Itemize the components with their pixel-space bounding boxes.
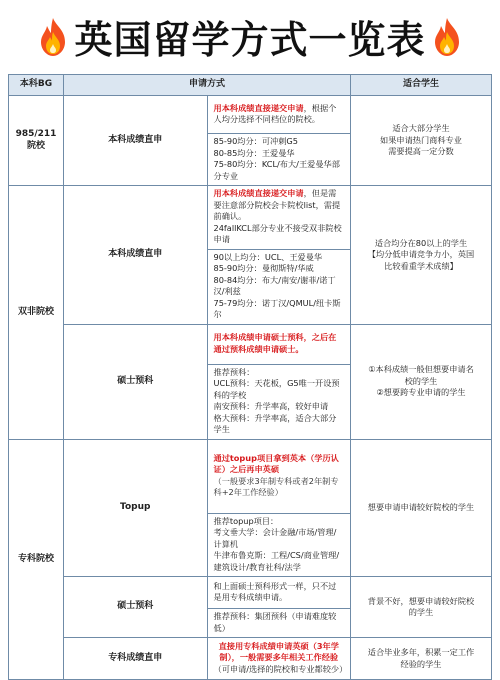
method-note: 24fallKCL部分专业不接受双非院校申请 xyxy=(213,222,342,244)
list-item: UCL预科：天花板，G5唯一开设预科的学校 xyxy=(213,378,340,400)
suitable-line: 适合大部分学生 xyxy=(392,123,450,134)
page-title: 英国留学方式一览表 xyxy=(74,18,426,62)
method-desc xyxy=(207,439,351,513)
suitable-line: 比较看重学术成绩】 xyxy=(384,260,458,271)
list-item: 牛津布鲁克斯：工程/CS/商业管理/建筑设计/教育社科/法学 xyxy=(213,550,340,572)
list-item: 推荐预科： xyxy=(213,366,255,377)
type-label: Topup xyxy=(64,439,208,577)
comparison-table xyxy=(8,74,492,680)
table-row xyxy=(9,439,492,513)
suitable-desc xyxy=(351,577,492,638)
type-label: 硕士预科 xyxy=(64,324,208,439)
suitable-line: ②想要跨专业申请的学生 xyxy=(376,387,466,398)
table-row xyxy=(9,96,492,134)
fire-icon xyxy=(38,17,68,57)
list-item: 格大预科：升学率高，适合大部分学生 xyxy=(213,412,337,434)
header-bg: 本科BG xyxy=(9,75,64,96)
table-row xyxy=(9,577,492,609)
type-label: 硕士预科 xyxy=(64,577,208,638)
list-item: 80-85均分：王爱曼华 xyxy=(213,147,295,158)
suitable-desc xyxy=(351,324,492,439)
list-item: 85-90均分：可冲刺G5 xyxy=(213,136,298,146)
header-suitable: 适合学生 xyxy=(351,75,492,96)
header-method: 申请方式 xyxy=(64,75,351,96)
type-label: 专科成绩直申 xyxy=(64,638,208,680)
suitable-line: 背景不好，想要申请较好院校 xyxy=(367,595,475,606)
method-list xyxy=(207,134,351,186)
method-text: ，根据个人均分选择不同档位的院校。 xyxy=(213,102,337,124)
method-desc xyxy=(207,638,351,680)
list-item: 75-80均分：KCL/布大/王爱曼华部分专业 xyxy=(213,159,340,181)
bg-college: 专科院校 xyxy=(9,439,64,680)
suitable-line: ①本科成绩一般但想要申请名 xyxy=(368,364,474,375)
method-list: 推荐预科：集团预科（申请难度较低） xyxy=(207,609,351,638)
bg-label: 985/211 xyxy=(15,129,57,139)
suitable-line: 如果申请热门商科专业 xyxy=(380,134,462,145)
method-desc xyxy=(207,96,351,134)
suitable-line: 适合均分在80以上的学生 xyxy=(374,237,468,248)
method-list xyxy=(207,249,351,324)
suitable-desc: 想要申请申请较好院校的学生 xyxy=(351,439,492,577)
method-text: ，但是需要注意部分院校会卡院校list，需提前确认。 xyxy=(213,188,341,221)
table-header-row xyxy=(9,75,492,96)
method-list xyxy=(207,364,351,439)
method-list xyxy=(207,513,351,577)
fire-icon xyxy=(432,17,462,57)
suitable-line: 的学生 xyxy=(408,607,434,617)
title-bar xyxy=(0,0,500,73)
method-highlight: 用本科成绩直接递交申请 xyxy=(213,188,304,198)
method-note: （一般要求3年制专科或者2年制专科+2年工作经验） xyxy=(213,475,339,497)
method-highlight: 用本科成绩申请硕士预科，之后在通过预科成绩申请硕士。 xyxy=(213,332,337,354)
table-row xyxy=(9,638,492,680)
suitable-desc xyxy=(351,638,492,680)
method-note: （可申请/选择的院校和专业都较少） xyxy=(213,663,348,674)
type-label: 本科成绩直申 xyxy=(64,96,208,186)
bg-label: 院校 xyxy=(26,140,45,151)
method-highlight: 直接用专科成绩申请英硕（3年学制），一般需要多年相关工作经验 xyxy=(218,640,339,663)
list-item: 考文垂大学：会计金融/市场/管理/计算机 xyxy=(213,527,337,549)
list-item: 南安预科：升学率高，较好申请 xyxy=(213,401,329,411)
type-label: 本科成绩直申 xyxy=(64,186,208,325)
method-desc xyxy=(207,324,351,364)
list-item: 80-84均分：布大/南安/谢菲/诺丁汉/利兹 xyxy=(213,274,336,296)
list-item: 85-90均分：曼彻斯特/华威 xyxy=(213,263,314,273)
table-row xyxy=(9,324,492,364)
suitable-line: 需要提高一定分数 xyxy=(388,146,454,157)
suitable-line: 【均分低申请竞争力小，英国 xyxy=(367,249,475,259)
list-item: 75-79均分：诺丁汉/QMUL/纽卡斯尔 xyxy=(213,297,341,319)
method-desc: 和上面硕士预科形式一样，只不过是用专科成绩申请。 xyxy=(207,577,351,609)
table-row xyxy=(9,186,492,250)
bg-non-key: 双非院校 xyxy=(9,186,64,440)
suitable-line: 经验的学生 xyxy=(400,658,442,669)
suitable-desc xyxy=(351,186,492,325)
bg-985-211 xyxy=(9,96,64,186)
method-desc xyxy=(207,186,351,250)
method-highlight: 通过topup项目拿到英本（学历认证）之后再申英硕 xyxy=(213,452,339,474)
suitable-line: 校的学生 xyxy=(404,375,438,386)
list-item: 推荐topup项目： xyxy=(213,515,279,526)
method-highlight: 用本科成绩直接递交申请 xyxy=(213,102,304,113)
suitable-line: 适合毕业多年，积累一定工作 xyxy=(367,647,475,657)
suitable-desc xyxy=(351,96,492,186)
list-item: 90以上均分：UCL、王爱曼华 xyxy=(213,251,323,262)
